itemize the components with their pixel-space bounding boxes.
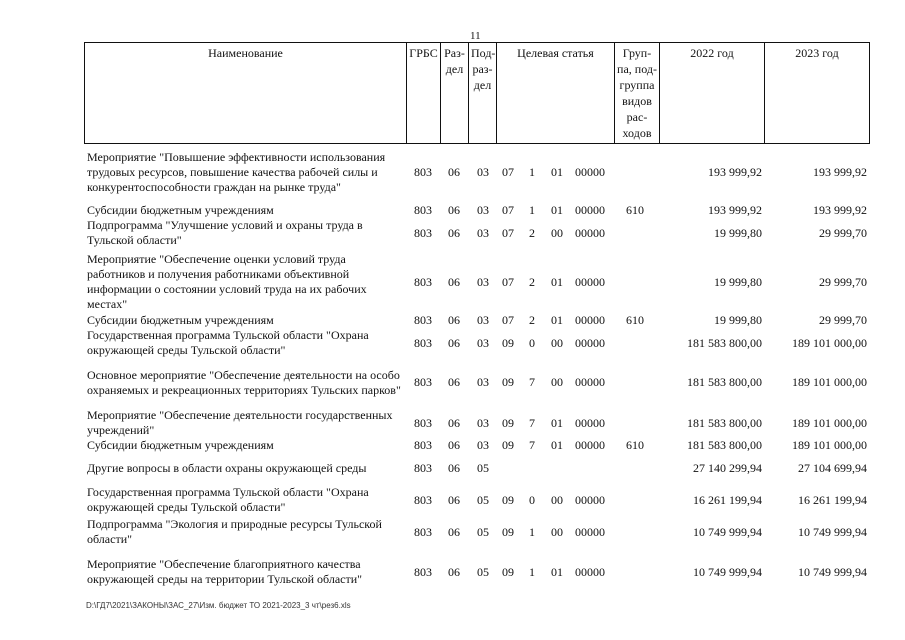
razdel-cell: 06 (448, 415, 460, 430)
row-name: Подпрограмма "Экология и природные ресурсы Тульской области" (87, 517, 382, 546)
podrazdel-cell: 03 (477, 415, 489, 430)
subprogram-code-cell: 7 (529, 438, 535, 452)
razdel-cell: 06 (448, 313, 460, 327)
expense-type-cell (618, 360, 652, 405)
row-name: Основное мероприятие "Обеспечение деятельности на особо охраняемых и рекреационных территориях Тульских парков" (87, 367, 401, 397)
event-code-cell: 01 (551, 564, 563, 579)
subprogram-code-cell: 0 (529, 335, 535, 350)
program-code-cell: 07 (502, 203, 514, 217)
row-name: Мероприятие "Обеспечение деятельности государственных учреждений" (87, 408, 393, 437)
podrazdel-cell: 03 (477, 335, 489, 350)
amount-2023-cell: 189 101 000,00 (792, 335, 867, 350)
row-name: Мероприятие "Повышение эффективности использования трудовых ресурсов, повышение качества рабочей силы и конкурентоспособности граждан на рынке труда" (87, 150, 386, 194)
direction-code-cell: 00000 (575, 274, 605, 289)
header-podrazdel: Под- раз- дел (469, 43, 497, 144)
table-row (0, 557, 905, 587)
expense-type-cell (618, 150, 652, 195)
event-code-cell: 00 (551, 375, 563, 389)
header-razdel: Раз- дел (441, 43, 469, 144)
program-code-cell: 07 (502, 274, 514, 289)
razdel-cell: 06 (448, 375, 460, 389)
event-code-cell: 00 (551, 492, 563, 507)
direction-code-cell: 00000 (575, 165, 605, 179)
subprogram-code-cell: 1 (529, 524, 535, 539)
amount-2022-cell: 193 999,92 (708, 165, 762, 179)
direction-code-cell: 00000 (575, 203, 605, 217)
grbs-cell: 803 (414, 225, 432, 240)
amount-2022-cell: 19 999,80 (714, 313, 762, 327)
amount-2023-cell: 189 101 000,00 (792, 415, 867, 430)
expense-type-cell (618, 252, 652, 312)
grbs-cell: 803 (414, 313, 432, 327)
event-code-cell: 00 (551, 335, 563, 350)
header-name: Наименование (85, 43, 407, 144)
table-row (0, 408, 905, 438)
podrazdel-cell: 05 (477, 524, 489, 539)
expense-type-cell: 610 (626, 313, 644, 327)
table-row (0, 438, 905, 453)
grbs-cell: 803 (414, 335, 432, 350)
direction-code-cell: 00000 (575, 313, 605, 327)
expense-type-cell (618, 461, 652, 476)
table-row (0, 313, 905, 328)
amount-2023-cell: 189 101 000,00 (792, 375, 867, 389)
grbs-cell: 803 (414, 438, 432, 452)
header-celevaya-statya: Целевая статья (497, 43, 615, 144)
razdel-cell: 06 (448, 335, 460, 350)
amount-2022-cell: 19 999,80 (714, 274, 762, 289)
event-code-cell: 00 (551, 225, 563, 240)
row-name: Государственная программа Тульской области "Охрана окружающей среды Тульской области" (87, 485, 369, 514)
program-code-cell (499, 461, 517, 476)
amount-2022-cell: 181 583 800,00 (687, 415, 762, 430)
podrazdel-cell: 05 (477, 461, 489, 475)
event-code-cell: 01 (551, 313, 563, 327)
subprogram-code-cell: 1 (529, 203, 535, 217)
event-code-cell: 01 (551, 274, 563, 289)
amount-2022-cell: 10 749 999,94 (693, 564, 762, 579)
direction-code-cell: 00000 (575, 492, 605, 507)
amount-2022-cell: 181 583 800,00 (687, 335, 762, 350)
direction-code-cell: 00000 (575, 375, 605, 389)
grbs-cell: 803 (414, 203, 432, 217)
grbs-cell: 803 (414, 564, 432, 579)
program-code-cell: 07 (502, 313, 514, 327)
subprogram-code-cell: 0 (529, 492, 535, 507)
direction-code-cell: 00000 (575, 564, 605, 579)
subprogram-code-cell: 2 (529, 225, 535, 240)
amount-2022-cell: 193 999,92 (708, 203, 762, 217)
podrazdel-cell: 03 (477, 203, 489, 217)
amount-2023-cell: 27 104 699,94 (798, 461, 867, 475)
program-code-cell: 09 (502, 335, 514, 350)
event-code-cell: 00 (551, 524, 563, 539)
razdel-cell: 06 (448, 165, 460, 179)
expense-type-cell: 610 (626, 438, 644, 452)
expense-type-cell (618, 557, 652, 587)
grbs-cell: 803 (414, 375, 432, 389)
amount-2022-cell: 181 583 800,00 (687, 375, 762, 389)
program-code-cell: 09 (502, 415, 514, 430)
direction-code-cell: 00000 (575, 335, 605, 350)
subprogram-code-cell: 2 (529, 274, 535, 289)
header-grbs: ГРБС (407, 43, 441, 144)
program-code-cell: 09 (502, 438, 514, 452)
row-name: Другие вопросы в области охраны окружающей среды (87, 461, 367, 475)
subprogram-code-cell: 2 (529, 313, 535, 327)
file-path-footer: D:\ГД7\2021\ЗАКОНЫ\ЗАС_27\Изм. бюджет ТО 2021-2023_3 чт\рез6.xls (86, 601, 351, 610)
expense-type-cell: 610 (626, 203, 644, 217)
table-row (0, 150, 905, 195)
table-row (0, 252, 905, 312)
table-row (0, 461, 905, 476)
program-code-cell: 07 (502, 225, 514, 240)
razdel-cell: 06 (448, 564, 460, 579)
row-name: Государственная программа Тульской области "Охрана окружающей среды Тульской области" (87, 328, 369, 357)
row-name: Мероприятие "Обеспечение благоприятного качества окружающей среды на территории Тульской области" (87, 557, 363, 586)
program-code-cell: 09 (502, 492, 514, 507)
event-code-cell: 01 (551, 438, 563, 452)
row-name: Субсидии бюджетным учреждениям (87, 438, 274, 452)
amount-2023-cell: 29 999,70 (819, 313, 867, 327)
header-year-2023: 2023 год (765, 43, 870, 144)
subprogram-code-cell (526, 461, 538, 476)
amount-2022-cell: 10 749 999,94 (693, 524, 762, 539)
subprogram-code-cell: 7 (529, 415, 535, 430)
row-name: Подпрограмма "Улучшение условий и охраны труда в Тульской области" (87, 218, 363, 247)
expense-type-cell (618, 517, 652, 547)
podrazdel-cell: 03 (477, 313, 489, 327)
grbs-cell: 803 (414, 492, 432, 507)
subprogram-code-cell: 1 (529, 165, 535, 179)
razdel-cell: 06 (448, 461, 460, 475)
expense-type-cell (618, 328, 652, 358)
row-name: Субсидии бюджетным учреждениям (87, 313, 274, 327)
grbs-cell: 803 (414, 524, 432, 539)
subprogram-code-cell: 1 (529, 564, 535, 579)
row-name: Субсидии бюджетным учреждениям (87, 203, 274, 217)
razdel-cell: 06 (448, 438, 460, 452)
table-row (0, 203, 905, 218)
direction-code-cell: 00000 (575, 225, 605, 240)
event-code-cell: 01 (551, 415, 563, 430)
header-vid-rashodov: Груп- па, под- группа видов рас- ходов (615, 43, 660, 144)
amount-2022-cell: 181 583 800,00 (687, 438, 762, 452)
grbs-cell: 803 (414, 415, 432, 430)
page-number: 11 (470, 30, 481, 42)
program-code-cell: 09 (502, 564, 514, 579)
podrazdel-cell: 03 (477, 274, 489, 289)
amount-2023-cell: 10 749 999,94 (798, 564, 867, 579)
expense-type-cell (618, 408, 652, 438)
razdel-cell: 06 (448, 225, 460, 240)
razdel-cell: 06 (448, 274, 460, 289)
podrazdel-cell: 03 (477, 225, 489, 240)
grbs-cell: 803 (414, 165, 432, 179)
event-code-cell: 01 (551, 203, 563, 217)
podrazdel-cell: 03 (477, 438, 489, 452)
table-row (0, 328, 905, 358)
podrazdel-cell: 05 (477, 564, 489, 579)
amount-2023-cell: 189 101 000,00 (792, 438, 867, 452)
expense-type-cell (618, 218, 652, 248)
grbs-cell: 803 (414, 461, 432, 475)
razdel-cell: 06 (448, 203, 460, 217)
direction-code-cell: 00000 (575, 438, 605, 452)
amount-2023-cell: 193 999,92 (813, 165, 867, 179)
direction-code-cell (570, 461, 610, 476)
header-year-2022: 2022 год (660, 43, 765, 144)
podrazdel-cell: 03 (477, 375, 489, 389)
amount-2023-cell: 16 261 199,94 (798, 492, 867, 507)
amount-2023-cell: 10 749 999,94 (798, 524, 867, 539)
event-code-cell (547, 461, 567, 476)
event-code-cell: 01 (551, 165, 563, 179)
direction-code-cell: 00000 (575, 524, 605, 539)
amount-2023-cell: 29 999,70 (819, 225, 867, 240)
table-row (0, 218, 905, 248)
row-name: Мероприятие "Обеспечение оценки условий труда работников и получения работниками объективной информации о состоянии условий труда на их рабочих местах" (87, 252, 367, 311)
table-header (84, 42, 870, 144)
table-row (0, 517, 905, 547)
podrazdel-cell: 03 (477, 165, 489, 179)
amount-2022-cell: 16 261 199,94 (693, 492, 762, 507)
program-code-cell: 09 (502, 524, 514, 539)
amount-2023-cell: 29 999,70 (819, 274, 867, 289)
subprogram-code-cell: 7 (529, 375, 535, 389)
amount-2022-cell: 19 999,80 (714, 225, 762, 240)
table-row (0, 485, 905, 515)
grbs-cell: 803 (414, 274, 432, 289)
podrazdel-cell: 05 (477, 492, 489, 507)
program-code-cell: 07 (502, 165, 514, 179)
direction-code-cell: 00000 (575, 415, 605, 430)
amount-2022-cell: 27 140 299,94 (693, 461, 762, 475)
razdel-cell: 06 (448, 524, 460, 539)
razdel-cell: 06 (448, 492, 460, 507)
expense-type-cell (618, 485, 652, 515)
amount-2023-cell: 193 999,92 (813, 203, 867, 217)
table-row (0, 360, 905, 405)
program-code-cell: 09 (502, 375, 514, 389)
